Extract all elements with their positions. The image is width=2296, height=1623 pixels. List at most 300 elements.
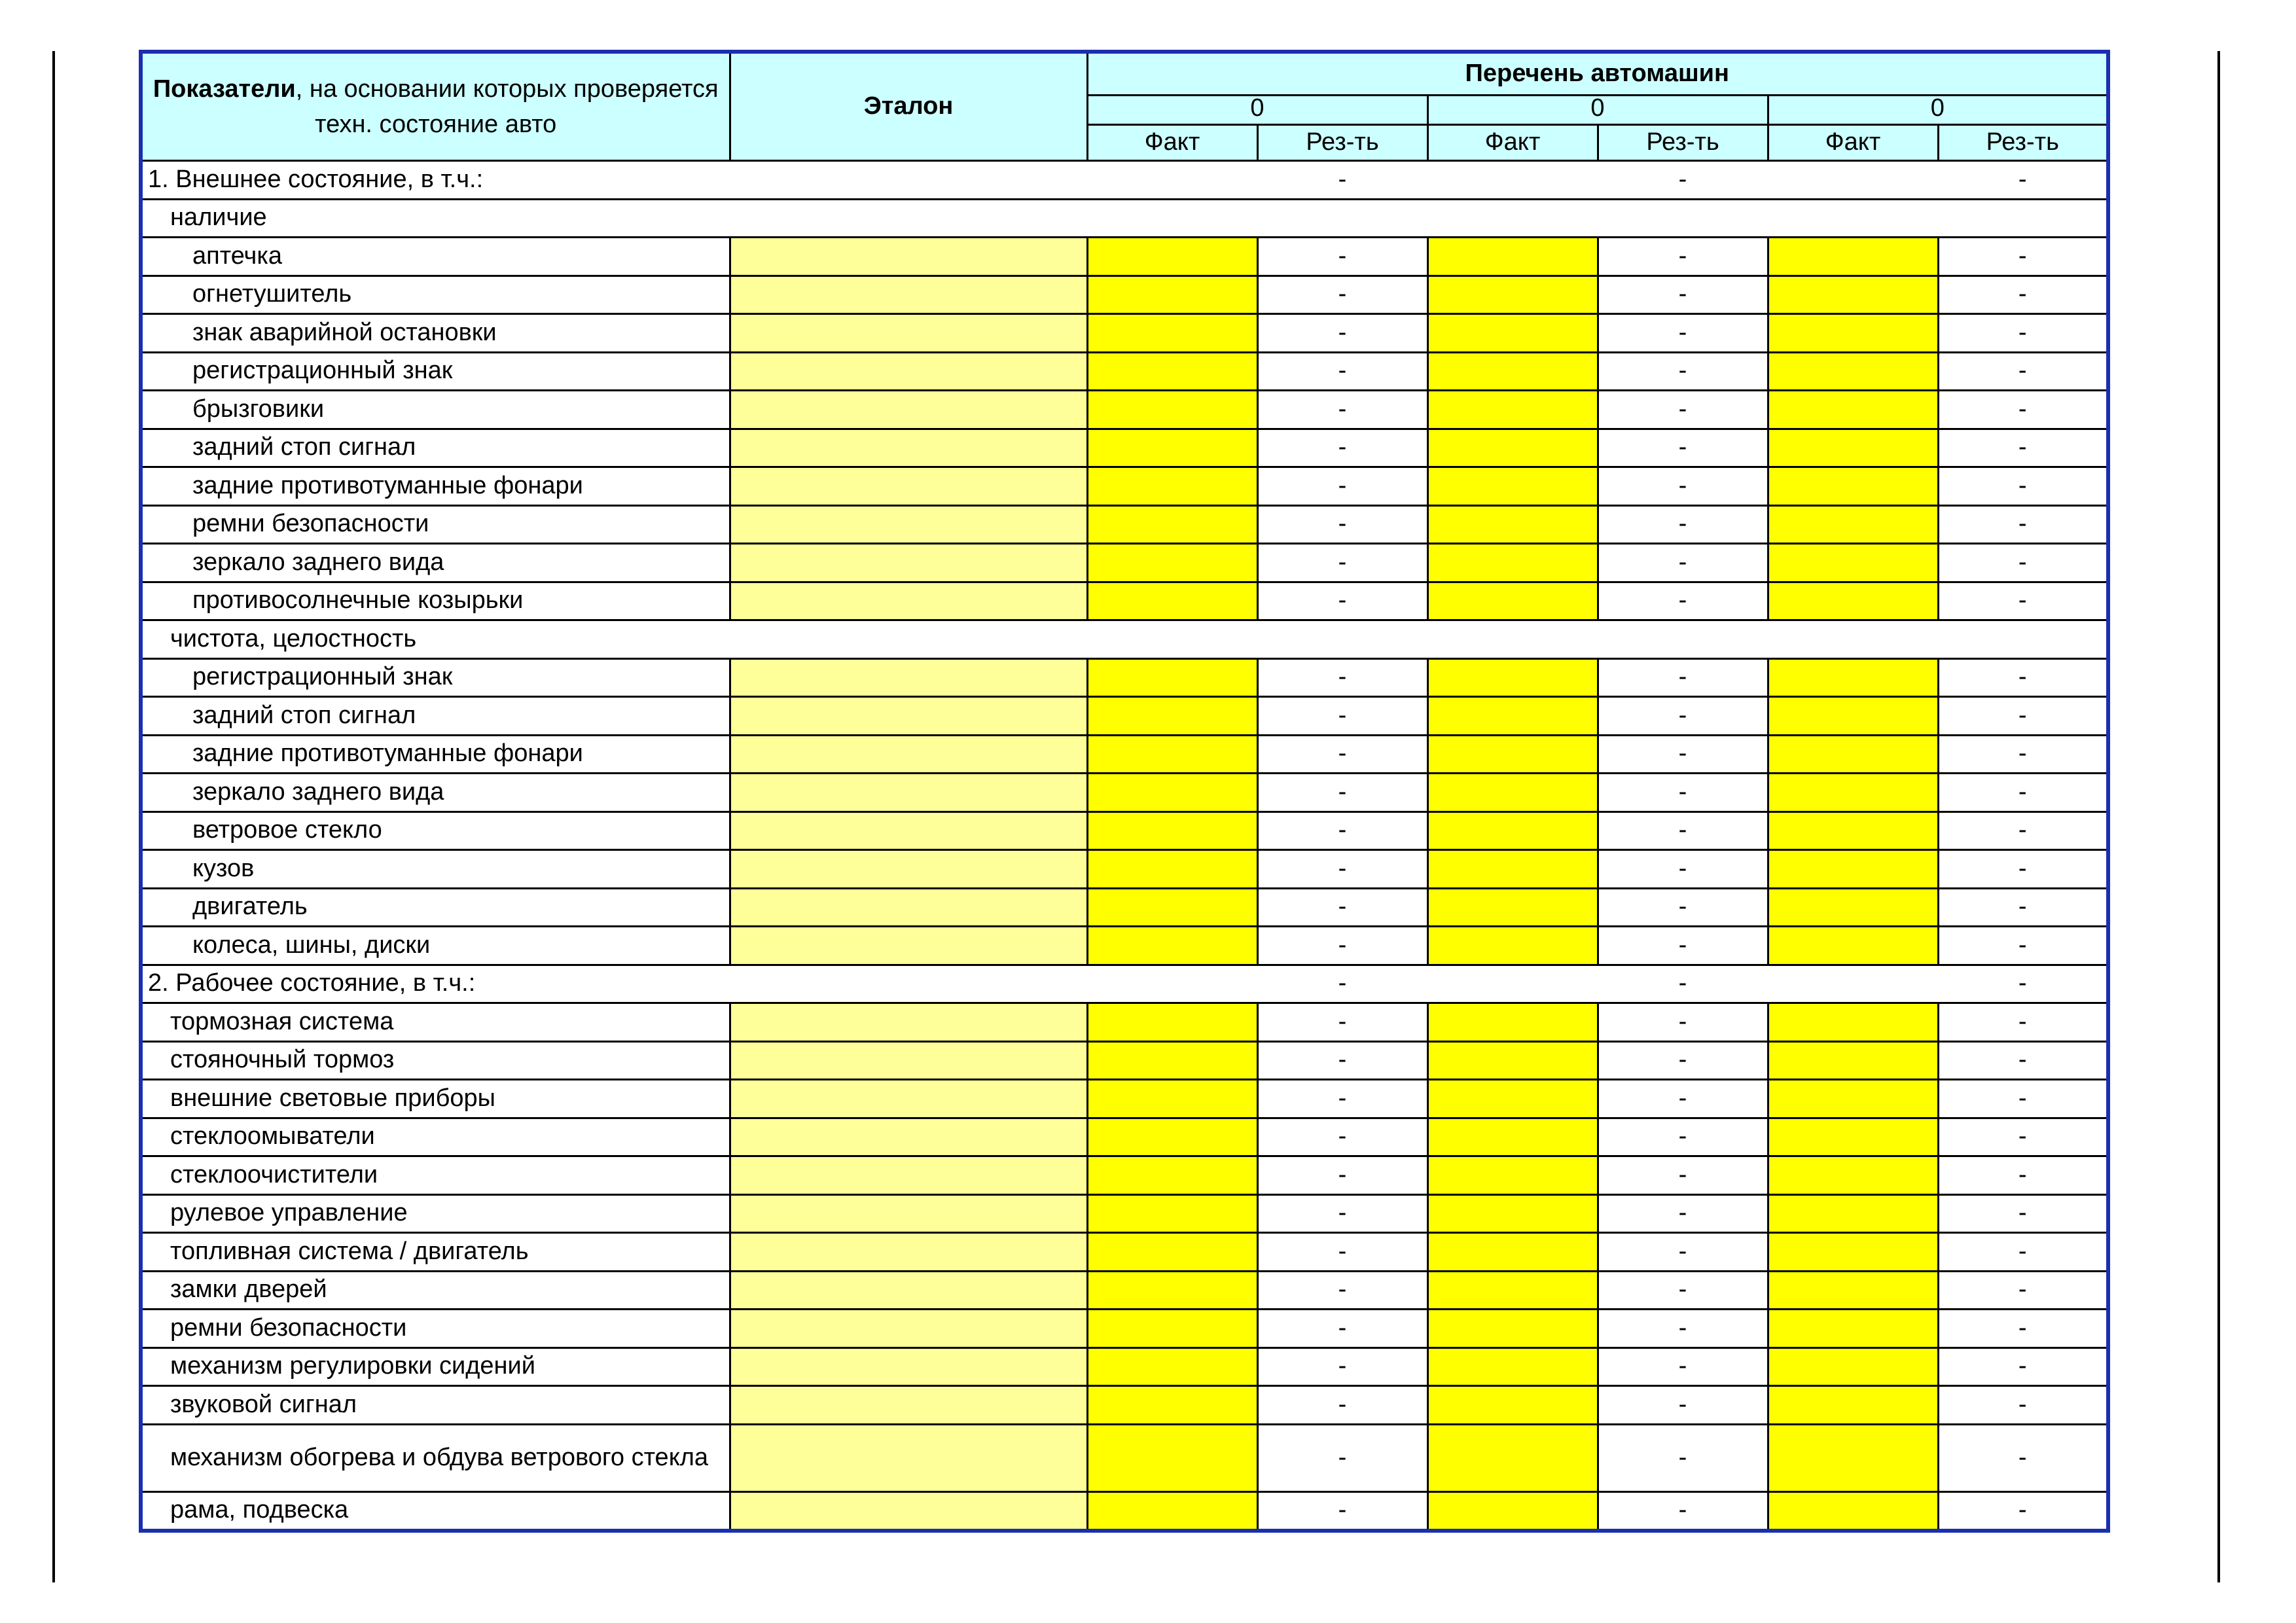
- etalon-cell[interactable]: [730, 1424, 1087, 1491]
- etalon-cell: [730, 620, 1087, 659]
- row-label: механизм обогрева и обдува ветрового стекла: [141, 1424, 730, 1491]
- result-cell-2: -: [1598, 927, 1768, 965]
- fact-cell-3[interactable]: [1768, 1118, 1938, 1156]
- result-cell-3: -: [1938, 850, 2108, 889]
- etalon-cell[interactable]: [730, 391, 1087, 429]
- vehicle-number-2: 0: [1427, 96, 1768, 125]
- result-cell-1: -: [1257, 1347, 1427, 1386]
- fact-cell-2[interactable]: [1427, 658, 1598, 697]
- fact-cell-1[interactable]: [1087, 888, 1257, 927]
- etalon-cell[interactable]: [730, 1233, 1087, 1272]
- row-label: 2. Рабочее состояние, в т.ч.:: [141, 965, 730, 1003]
- etalon-cell: [730, 199, 1087, 238]
- fact-cell-1[interactable]: [1087, 1080, 1257, 1118]
- result-cell-3: -: [1938, 658, 2108, 697]
- result-cell-2: -: [1598, 1491, 1768, 1531]
- result-cell-1: -: [1257, 161, 1427, 200]
- fact-cell-1[interactable]: [1087, 352, 1257, 391]
- result-cell-1: -: [1257, 774, 1427, 812]
- result-cell-3: [1938, 199, 2108, 238]
- fact-cell-3[interactable]: [1768, 1003, 1938, 1042]
- fact-cell-1[interactable]: [1087, 735, 1257, 774]
- result-cell-3: -: [1938, 1003, 2108, 1042]
- result-cell-3: -: [1938, 467, 2108, 506]
- result-cell-3: -: [1938, 1347, 2108, 1386]
- result-cell-2: -: [1598, 1233, 1768, 1272]
- table-body: [141, 161, 2108, 1531]
- result-cell-1: -: [1257, 812, 1427, 850]
- fact-cell-1[interactable]: [1087, 1424, 1257, 1491]
- result-cell-2: -: [1598, 1118, 1768, 1156]
- result-cell-1: [1257, 199, 1427, 238]
- fact-cell-3[interactable]: [1768, 658, 1938, 697]
- table-row: [141, 1194, 2108, 1233]
- etalon-cell[interactable]: [730, 1194, 1087, 1233]
- etalon-cell[interactable]: [730, 1347, 1087, 1386]
- result-cell-3: -: [1938, 1041, 2108, 1080]
- row-label: 1. Внешнее состояние, в т.ч.:: [141, 161, 730, 200]
- result-cell-3: -: [1938, 965, 2108, 1003]
- etalon-cell[interactable]: [730, 1310, 1087, 1348]
- row-label: двигатель: [141, 888, 730, 927]
- table-row: [141, 658, 2108, 697]
- table-row: [141, 697, 2108, 736]
- header-result-2: Рез-ть: [1598, 125, 1768, 161]
- fact-cell-1[interactable]: [1087, 391, 1257, 429]
- result-cell-2: -: [1598, 238, 1768, 276]
- vehicle-inspection-table: [139, 50, 2110, 1533]
- table-row: [141, 1424, 2108, 1491]
- fact-cell-2[interactable]: [1427, 582, 1598, 620]
- result-cell-3: -: [1938, 888, 2108, 927]
- table-row: [141, 1118, 2108, 1156]
- fact-cell-1[interactable]: [1087, 1347, 1257, 1386]
- fact-cell-1[interactable]: [1087, 774, 1257, 812]
- fact-cell-1: [1087, 620, 1257, 659]
- fact-cell-1[interactable]: [1087, 1156, 1257, 1195]
- fact-cell-2[interactable]: [1427, 1003, 1598, 1042]
- result-cell-3: -: [1938, 238, 2108, 276]
- table-row: [141, 812, 2108, 850]
- result-cell-1: -: [1257, 888, 1427, 927]
- result-cell-1: -: [1257, 1271, 1427, 1310]
- table-row: [141, 1271, 2108, 1310]
- fact-cell-3[interactable]: [1768, 1271, 1938, 1310]
- result-cell-1: -: [1257, 735, 1427, 774]
- fact-cell-2[interactable]: [1427, 544, 1598, 582]
- result-cell-3: -: [1938, 1194, 2108, 1233]
- table-row: [141, 582, 2108, 620]
- fact-cell-3[interactable]: [1768, 276, 1938, 314]
- fact-cell-3[interactable]: [1768, 1080, 1938, 1118]
- result-cell-1: -: [1257, 1118, 1427, 1156]
- result-cell-3: -: [1938, 812, 2108, 850]
- result-cell-1: -: [1257, 927, 1427, 965]
- row-label: звуковой сигнал: [141, 1386, 730, 1425]
- row-label: стеклоомыватели: [141, 1118, 730, 1156]
- etalon-cell[interactable]: [730, 1118, 1087, 1156]
- fact-cell-2: [1427, 161, 1598, 200]
- etalon-cell[interactable]: [730, 314, 1087, 353]
- vehicle-number-3: 0: [1768, 96, 2108, 125]
- table-row: [141, 276, 2108, 314]
- result-cell-2: -: [1598, 352, 1768, 391]
- table-row: [141, 1386, 2108, 1425]
- fact-cell-2[interactable]: [1427, 1271, 1598, 1310]
- fact-cell-1[interactable]: [1087, 1271, 1257, 1310]
- group-row: [141, 620, 2108, 659]
- fact-cell-2[interactable]: [1427, 1347, 1598, 1386]
- fact-cell-2[interactable]: [1427, 774, 1598, 812]
- etalon-cell[interactable]: [730, 276, 1087, 314]
- fact-cell-1[interactable]: [1087, 1194, 1257, 1233]
- fact-cell-3[interactable]: [1768, 391, 1938, 429]
- etalon-cell[interactable]: [730, 1080, 1087, 1118]
- result-cell-2: [1598, 620, 1768, 659]
- row-label: чистота, целостность: [141, 620, 730, 659]
- fact-cell-3[interactable]: [1768, 1347, 1938, 1386]
- row-label: задний стоп сигнал: [141, 429, 730, 467]
- fact-cell-2[interactable]: [1427, 1118, 1598, 1156]
- result-cell-2: -: [1598, 467, 1768, 506]
- etalon-cell[interactable]: [730, 429, 1087, 467]
- result-cell-3: -: [1938, 276, 2108, 314]
- fact-cell-3[interactable]: [1768, 697, 1938, 736]
- fact-cell-3[interactable]: [1768, 544, 1938, 582]
- fact-cell-3[interactable]: [1768, 812, 1938, 850]
- result-cell-1: -: [1257, 544, 1427, 582]
- section-row: [141, 161, 2108, 200]
- fact-cell-1[interactable]: [1087, 1041, 1257, 1080]
- table-row: [141, 467, 2108, 506]
- result-cell-2: -: [1598, 276, 1768, 314]
- etalon-cell: [730, 161, 1087, 200]
- row-label: колеса, шины, диски: [141, 927, 730, 965]
- result-cell-3: -: [1938, 1156, 2108, 1195]
- header-parameters-bold: Показатели: [152, 75, 296, 103]
- result-cell-1: -: [1257, 1233, 1427, 1272]
- fact-cell-1[interactable]: [1087, 658, 1257, 697]
- table-row: [141, 1491, 2108, 1531]
- fact-cell-3[interactable]: [1768, 888, 1938, 927]
- etalon-cell[interactable]: [730, 1156, 1087, 1195]
- row-label: регистрационный знак: [141, 658, 730, 697]
- fact-cell-3[interactable]: [1768, 582, 1938, 620]
- result-cell-1: -: [1257, 391, 1427, 429]
- result-cell-1: -: [1257, 1491, 1427, 1531]
- result-cell-3: -: [1938, 314, 2108, 353]
- table-row: [141, 314, 2108, 353]
- fact-cell-3[interactable]: [1768, 1233, 1938, 1272]
- row-label: механизм регулировки сидений: [141, 1347, 730, 1386]
- result-cell-3: -: [1938, 391, 2108, 429]
- header-result-1: Рез-ть: [1257, 125, 1427, 161]
- result-cell-2: -: [1598, 1310, 1768, 1348]
- row-label: задний стоп сигнал: [141, 697, 730, 736]
- fact-cell-1[interactable]: [1087, 812, 1257, 850]
- fact-cell-2[interactable]: [1427, 1424, 1598, 1491]
- row-label: кузов: [141, 850, 730, 889]
- fact-cell-3[interactable]: [1768, 1194, 1938, 1233]
- etalon-cell[interactable]: [730, 505, 1087, 544]
- fact-cell-2: [1427, 965, 1598, 1003]
- etalon-cell[interactable]: [730, 888, 1087, 927]
- fact-cell-3[interactable]: [1768, 467, 1938, 506]
- etalon-cell[interactable]: [730, 1491, 1087, 1531]
- table-row: [141, 1233, 2108, 1272]
- table-row: [141, 391, 2108, 429]
- etalon-cell[interactable]: [730, 735, 1087, 774]
- result-cell-3: -: [1938, 161, 2108, 200]
- fact-cell-1[interactable]: [1087, 314, 1257, 353]
- table-row: [141, 238, 2108, 276]
- fact-cell-3[interactable]: [1768, 238, 1938, 276]
- fact-cell-1[interactable]: [1087, 467, 1257, 506]
- result-cell-1: -: [1257, 276, 1427, 314]
- fact-cell-3[interactable]: [1768, 735, 1938, 774]
- table-row: [141, 352, 2108, 391]
- result-cell-3: -: [1938, 927, 2108, 965]
- table-row: [141, 1347, 2108, 1386]
- table-row: [141, 1156, 2108, 1195]
- fact-cell-1[interactable]: [1087, 697, 1257, 736]
- fact-cell-1[interactable]: [1087, 544, 1257, 582]
- table-row: [141, 850, 2108, 889]
- fact-cell-2: [1427, 620, 1598, 659]
- fact-cell-3: [1768, 161, 1938, 200]
- table-row: [141, 505, 2108, 544]
- result-cell-1: -: [1257, 314, 1427, 353]
- fact-cell-2[interactable]: [1427, 505, 1598, 544]
- fact-cell-2[interactable]: [1427, 238, 1598, 276]
- etalon-cell[interactable]: [730, 1003, 1087, 1042]
- row-label: тормозная система: [141, 1003, 730, 1042]
- fact-cell-1[interactable]: [1087, 582, 1257, 620]
- result-cell-2: -: [1598, 965, 1768, 1003]
- result-cell-2: -: [1598, 774, 1768, 812]
- row-label: топливная система / двигатель: [141, 1233, 730, 1272]
- row-label: противосолнечные козырьки: [141, 582, 730, 620]
- result-cell-1: -: [1257, 1080, 1427, 1118]
- etalon-cell[interactable]: [730, 1041, 1087, 1080]
- fact-cell-1[interactable]: [1087, 1386, 1257, 1425]
- fact-cell-2[interactable]: [1427, 467, 1598, 506]
- fact-cell-2[interactable]: [1427, 276, 1598, 314]
- fact-cell-3[interactable]: [1768, 1156, 1938, 1195]
- fact-cell-2[interactable]: [1427, 1310, 1598, 1348]
- etalon-cell[interactable]: [730, 467, 1087, 506]
- fact-cell-2[interactable]: [1427, 735, 1598, 774]
- result-cell-2: -: [1598, 1041, 1768, 1080]
- etalon-cell[interactable]: [730, 1386, 1087, 1425]
- fact-cell-1: [1087, 965, 1257, 1003]
- result-cell-1: -: [1257, 1386, 1427, 1425]
- fact-cell-3[interactable]: [1768, 927, 1938, 965]
- fact-cell-2[interactable]: [1427, 888, 1598, 927]
- etalon-cell[interactable]: [730, 352, 1087, 391]
- result-cell-3: -: [1938, 1233, 2108, 1272]
- result-cell-1: -: [1257, 1156, 1427, 1195]
- row-label: замки дверей: [141, 1271, 730, 1310]
- result-cell-3: -: [1938, 1386, 2108, 1425]
- row-label: наличие: [141, 199, 730, 238]
- result-cell-3: -: [1938, 1491, 2108, 1531]
- result-cell-1: [1257, 620, 1427, 659]
- result-cell-3: -: [1938, 505, 2108, 544]
- etalon-cell[interactable]: [730, 544, 1087, 582]
- fact-cell-3[interactable]: [1768, 1041, 1938, 1080]
- result-cell-1: -: [1257, 1003, 1427, 1042]
- header-fact-1: Факт: [1087, 125, 1257, 161]
- fact-cell-1[interactable]: [1087, 505, 1257, 544]
- fact-cell-2[interactable]: [1427, 429, 1598, 467]
- fact-cell-3[interactable]: [1768, 1386, 1938, 1425]
- header-result-3: Рез-ть: [1938, 125, 2108, 161]
- fact-cell-1[interactable]: [1087, 1491, 1257, 1531]
- fact-cell-3[interactable]: [1768, 774, 1938, 812]
- row-label: задние противотуманные фонари: [141, 735, 730, 774]
- result-cell-3: -: [1938, 352, 2108, 391]
- etalon-cell[interactable]: [730, 850, 1087, 889]
- result-cell-3: -: [1938, 1310, 2108, 1348]
- etalon-cell[interactable]: [730, 238, 1087, 276]
- fact-cell-1[interactable]: [1087, 1003, 1257, 1042]
- table-row: [141, 544, 2108, 582]
- result-cell-2: -: [1598, 1080, 1768, 1118]
- result-cell-3: -: [1938, 1271, 2108, 1310]
- fact-cell-1[interactable]: [1087, 1118, 1257, 1156]
- fact-cell-2[interactable]: [1427, 1041, 1598, 1080]
- result-cell-2: -: [1598, 391, 1768, 429]
- fact-cell-3[interactable]: [1768, 1491, 1938, 1531]
- fact-cell-3[interactable]: [1768, 429, 1938, 467]
- fact-cell-3[interactable]: [1768, 505, 1938, 544]
- fact-cell-3[interactable]: [1768, 1424, 1938, 1491]
- result-cell-3: -: [1938, 1118, 2108, 1156]
- fact-cell-2[interactable]: [1427, 314, 1598, 353]
- fact-cell-2[interactable]: [1427, 1080, 1598, 1118]
- fact-cell-3[interactable]: [1768, 850, 1938, 889]
- fact-cell-1[interactable]: [1087, 850, 1257, 889]
- row-label: ремни безопасности: [141, 505, 730, 544]
- fact-cell-1[interactable]: [1087, 927, 1257, 965]
- result-cell-1: -: [1257, 1310, 1427, 1348]
- fact-cell-2[interactable]: [1427, 352, 1598, 391]
- result-cell-2: -: [1598, 161, 1768, 200]
- etalon-cell[interactable]: [730, 927, 1087, 965]
- fact-cell-3[interactable]: [1768, 352, 1938, 391]
- fact-cell-1[interactable]: [1087, 276, 1257, 314]
- fact-cell-1[interactable]: [1087, 238, 1257, 276]
- table-row: [141, 1080, 2108, 1118]
- result-cell-2: [1598, 199, 1768, 238]
- right-margin-line: [2217, 51, 2220, 1582]
- section-row: [141, 965, 2108, 1003]
- etalon-cell[interactable]: [730, 812, 1087, 850]
- fact-cell-2[interactable]: [1427, 1233, 1598, 1272]
- row-label: знак аварийной остановки: [141, 314, 730, 353]
- result-cell-2: -: [1598, 658, 1768, 697]
- fact-cell-3: [1768, 199, 1938, 238]
- result-cell-1: -: [1257, 505, 1427, 544]
- fact-cell-2[interactable]: [1427, 391, 1598, 429]
- header-parameters-rest: , на основании которых проверяется техн. состояние авто: [295, 75, 719, 138]
- result-cell-2: -: [1598, 1386, 1768, 1425]
- row-label: стояночный тормоз: [141, 1041, 730, 1080]
- result-cell-1: -: [1257, 965, 1427, 1003]
- group-row: [141, 199, 2108, 238]
- row-label: брызговики: [141, 391, 730, 429]
- fact-cell-3[interactable]: [1768, 314, 1938, 353]
- row-label: огнетушитель: [141, 276, 730, 314]
- fact-cell-2[interactable]: [1427, 1491, 1598, 1531]
- result-cell-2: -: [1598, 1003, 1768, 1042]
- row-label: зеркало заднего вида: [141, 774, 730, 812]
- result-cell-2: -: [1598, 735, 1768, 774]
- etalon-cell[interactable]: [730, 697, 1087, 736]
- row-label: задние противотуманные фонари: [141, 467, 730, 506]
- fact-cell-2[interactable]: [1427, 927, 1598, 965]
- result-cell-1: -: [1257, 429, 1427, 467]
- table-row: [141, 774, 2108, 812]
- fact-cell-1: [1087, 199, 1257, 238]
- result-cell-2: -: [1598, 505, 1768, 544]
- result-cell-2: -: [1598, 888, 1768, 927]
- result-cell-2: -: [1598, 314, 1768, 353]
- result-cell-2: -: [1598, 812, 1768, 850]
- result-cell-1: -: [1257, 1041, 1427, 1080]
- result-cell-2: -: [1598, 1424, 1768, 1491]
- result-cell-1: -: [1257, 467, 1427, 506]
- table-row: [141, 1041, 2108, 1080]
- result-cell-2: -: [1598, 850, 1768, 889]
- table-row: [141, 927, 2108, 965]
- fact-cell-2[interactable]: [1427, 1386, 1598, 1425]
- fact-cell-2[interactable]: [1427, 1156, 1598, 1195]
- fact-cell-1[interactable]: [1087, 1310, 1257, 1348]
- fact-cell-1[interactable]: [1087, 429, 1257, 467]
- row-label: ремни безопасности: [141, 1310, 730, 1348]
- result-cell-2: -: [1598, 429, 1768, 467]
- table-row: [141, 735, 2108, 774]
- row-label: аптечка: [141, 238, 730, 276]
- result-cell-1: -: [1257, 582, 1427, 620]
- row-label: ветровое стекло: [141, 812, 730, 850]
- etalon-cell[interactable]: [730, 658, 1087, 697]
- fact-cell-2[interactable]: [1427, 697, 1598, 736]
- etalon-cell[interactable]: [730, 582, 1087, 620]
- result-cell-3: -: [1938, 1080, 2108, 1118]
- fact-cell-2[interactable]: [1427, 850, 1598, 889]
- table-row: [141, 429, 2108, 467]
- fact-cell-3: [1768, 965, 1938, 1003]
- fact-cell-1[interactable]: [1087, 1233, 1257, 1272]
- row-label: регистрационный знак: [141, 352, 730, 391]
- header-etalon: Эталон: [730, 52, 1087, 161]
- fact-cell-3[interactable]: [1768, 1310, 1938, 1348]
- etalon-cell[interactable]: [730, 1271, 1087, 1310]
- result-cell-1: -: [1257, 697, 1427, 736]
- result-cell-3: -: [1938, 774, 2108, 812]
- fact-cell-2[interactable]: [1427, 1194, 1598, 1233]
- result-cell-3: -: [1938, 582, 2108, 620]
- result-cell-2: -: [1598, 1271, 1768, 1310]
- table-row: [141, 1003, 2108, 1042]
- result-cell-3: -: [1938, 1424, 2108, 1491]
- result-cell-2: -: [1598, 1347, 1768, 1386]
- etalon-cell[interactable]: [730, 774, 1087, 812]
- fact-cell-2[interactable]: [1427, 812, 1598, 850]
